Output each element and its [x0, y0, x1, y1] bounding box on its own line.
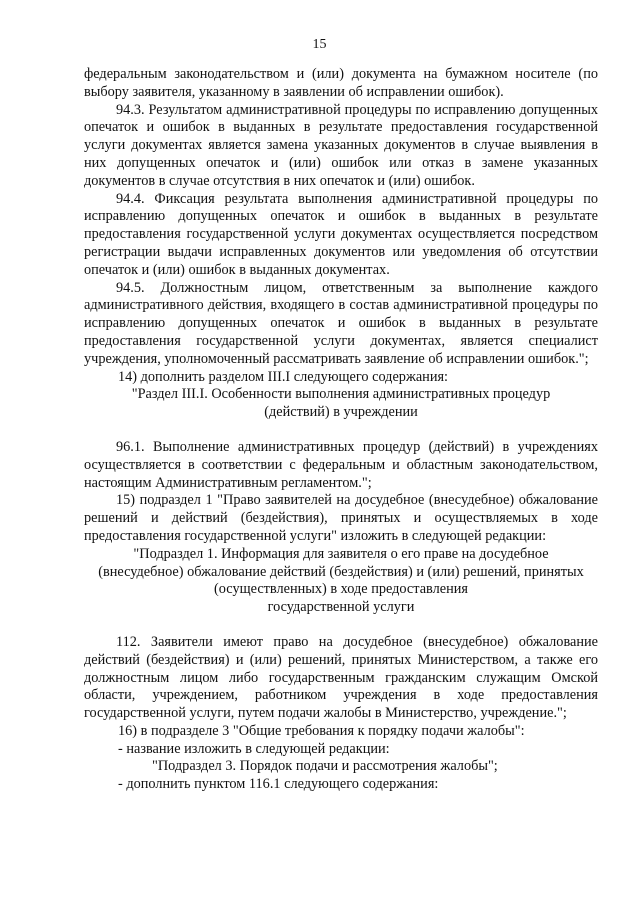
section-heading-line-2: (действий) в учреждении — [264, 404, 418, 421]
paragraph-94-4: 94.4. Фиксация результата выполнения административной процедуры по исправлению допущенных опечаток и ошибок в выданных в результате предоставления государственной услуги документах осуществляется посредством регистрации выдачи исправленных документов или уведомления об отсутствии опечаток и (или) ошибок в выданных документах. — [84, 190, 598, 278]
section-heading-line-1: "Раздел III.I. Особенности выполнения административных процедур — [131, 386, 551, 403]
paragraph-item-15: 15) подраздел 1 "Право заявителей на досудебное (внесудебное) обжалование решений и действий (бездействия), принятых и осуществляемых в ходе предоставления государственной услуги" изложить в следующей редакции: — [84, 492, 598, 544]
paragraph-112: 112. Заявители имеют право на досудебное (внесудебное) обжалование действий (бездействия) и (или) решений, принятых Министерством, а также его должностным лицом либо государственным гражданским служащим Омской области, учреждением, работником учреждения в ходе предоставления государственной услуги, путем подачи жалобы в Министерство, учреждение."; — [84, 633, 598, 722]
subsection-heading-line-1: "Подраздел 1. Информация для заявителя о его праве на досудебное — [133, 545, 549, 562]
paragraph-94-5: 94.5. Должностным лицом, ответственным за выполнение каждого административного действия, входящего в состав административной процедуры по исправлению допущенных опечаток и ошибок в выданных в результате предоставления государственной услуги документах, является специалист учреждения, уполномоченный рассматривать заявление об исправлении ошибок."; — [84, 279, 598, 367]
paragraph-96-1: 96.1. Выполнение административных процедур (действий) в учреждениях осуществляется в соответствии с федеральным и областным законодательством, настоящим Административным регламентом."; — [84, 438, 598, 491]
subsection-heading-line-4: государственной услуги — [267, 599, 415, 616]
subsection-heading-line-2: (внесудебное) обжалование действий (бездействия) и (или) решений, принятых — [98, 563, 584, 580]
paragraph-continuation: федеральным законодательством и (или) документа на бумажном носителе (по выбору заявителя, указанному в заявлении об исправлении ошибок). — [84, 66, 598, 100]
page-number: 15 — [312, 37, 327, 52]
spacer — [84, 617, 598, 634]
subsection-heading-line-3: (осуществленных) в ходе предоставления — [214, 581, 468, 598]
list-item-add-point: - дополнить пунктом 116.1 следующего содержания: — [118, 776, 439, 793]
list-item-name: - название изложить в следующей редакции: — [118, 740, 390, 757]
document-body — [84, 66, 598, 794]
paragraph-item-16: 16) в подразделе 3 "Общие требования к порядку подачи жалобы": — [118, 722, 525, 739]
paragraph-94-3: 94.3. Результатом административной процедуры по исправлению допущенных опечаток и ошибок в выданных в результате предоставления государственной услуги документах является замена указанных документов в случае выявления в них допущенных опечаток и (или) ошибок или отказ в замене указанных документов в случае отсутствия в них опечаток и (или) ошибок. — [84, 101, 598, 189]
subsection-3-title: "Подраздел 3. Порядок подачи и рассмотрения жалобы"; — [152, 758, 498, 775]
paragraph-item-14: 14) дополнить разделом III.I следующего содержания: — [118, 368, 449, 385]
spacer — [84, 422, 598, 439]
